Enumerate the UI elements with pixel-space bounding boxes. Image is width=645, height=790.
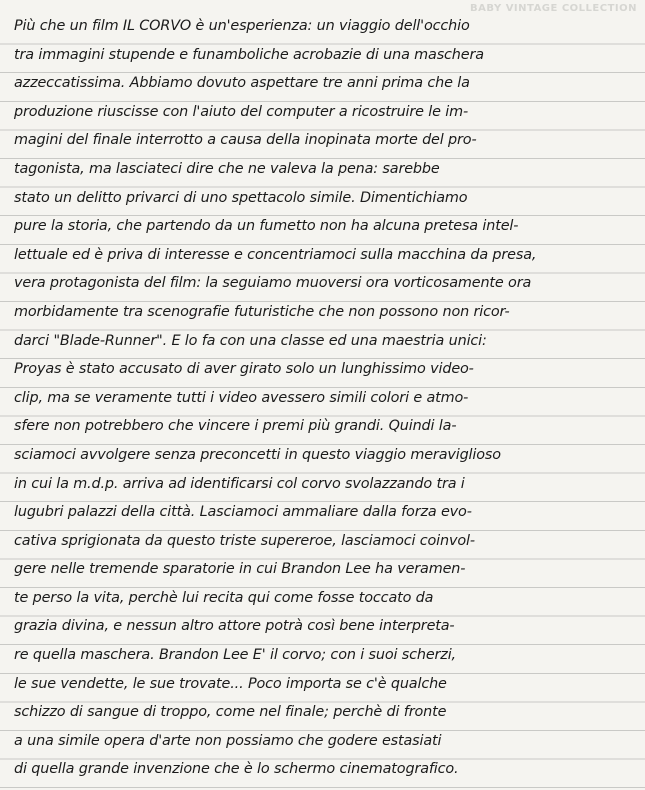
text-line: clip, ma se veramente tutti i video avessero simili colori e atmo- xyxy=(14,389,469,406)
text-line: tra immagini stupende e funamboliche acrobazie di una maschera xyxy=(14,46,484,63)
text-line: lugubri palazzi della città. Lasciamoci ammaliare dalla forza evo- xyxy=(14,504,472,521)
text-line: morbidamente tra scenografie futuristiche che non possono non ricor- xyxy=(14,303,510,320)
text-line: a una simile opera d'arte non possiamo che godere estasiati xyxy=(14,732,442,749)
text-line: sfere non potrebbero che vincere i premi più grandi. Quindi la- xyxy=(14,418,457,435)
text-line: schizzo di sangue di troppo, come nel finale; perchè di fronte xyxy=(14,704,447,721)
text-line: stato un delitto privarci di uno spettacolo simile. Dimentichiamo xyxy=(14,189,468,206)
text-line: azzeccatissima. Abbiamo dovuto aspettare tre anni prima che la xyxy=(14,75,470,92)
text-line: vera protagonista del film: la seguiamo muoversi ora vorticosamente ora xyxy=(14,275,532,292)
text-line: re quella maschera. Brandon Lee E' il corvo; con i suoi scherzi, xyxy=(14,647,456,664)
watermark: BABY VINTAGE COLLECTION xyxy=(470,3,637,14)
text-line: tagonista, ma lasciateci dire che ne valeva la pena: sarebbe xyxy=(14,160,440,177)
text-line: cativa sprigionata da questo triste supereroe, lasciamoci coinvol- xyxy=(14,532,475,549)
text-line: grazia divina, e nessun altro attore potrà così bene interpreta- xyxy=(14,618,455,635)
text-line: le sue vendette, le sue trovate... Poco importa se c'è qualche xyxy=(14,675,447,692)
text-line: di quella grande invenzione che è lo schermo cinematografico. xyxy=(14,761,459,778)
text-line: lettuale ed è priva di interesse e concentriamoci sulla macchina da presa, xyxy=(14,246,537,263)
text-line: Proyas è stato accusato di aver girato solo un lunghissimo video- xyxy=(14,361,474,378)
text-line: Più che un film IL CORVO è un'esperienza: un viaggio dell'occhio xyxy=(14,18,470,34)
text-line: darci "Blade-Runner". E lo fa con una classe ed una maestria unici: xyxy=(14,332,487,349)
text-line: in cui la m.d.p. arriva ad identificarsi col corvo svolazzando tra i xyxy=(14,475,465,492)
text-line: magini del finale interrotto a causa della inopinata morte del pro- xyxy=(14,132,477,149)
text-line: gere nelle tremende sparatorie in cui Brandon Lee ha veramen- xyxy=(14,561,466,578)
text-line: te perso la vita, perchè lui recita qui come fosse toccato da xyxy=(14,589,434,606)
handwritten-review xyxy=(14,12,638,784)
text-line: pure la storia, che partendo da un fumetto non ha alcuna pretesa intel- xyxy=(14,218,519,235)
text-line: sciamoci avvolgere senza preconcetti in questo viaggio meraviglioso xyxy=(14,446,501,463)
text-line: produzione riuscisse con l'aiuto del computer a ricostruire le im- xyxy=(14,103,469,120)
